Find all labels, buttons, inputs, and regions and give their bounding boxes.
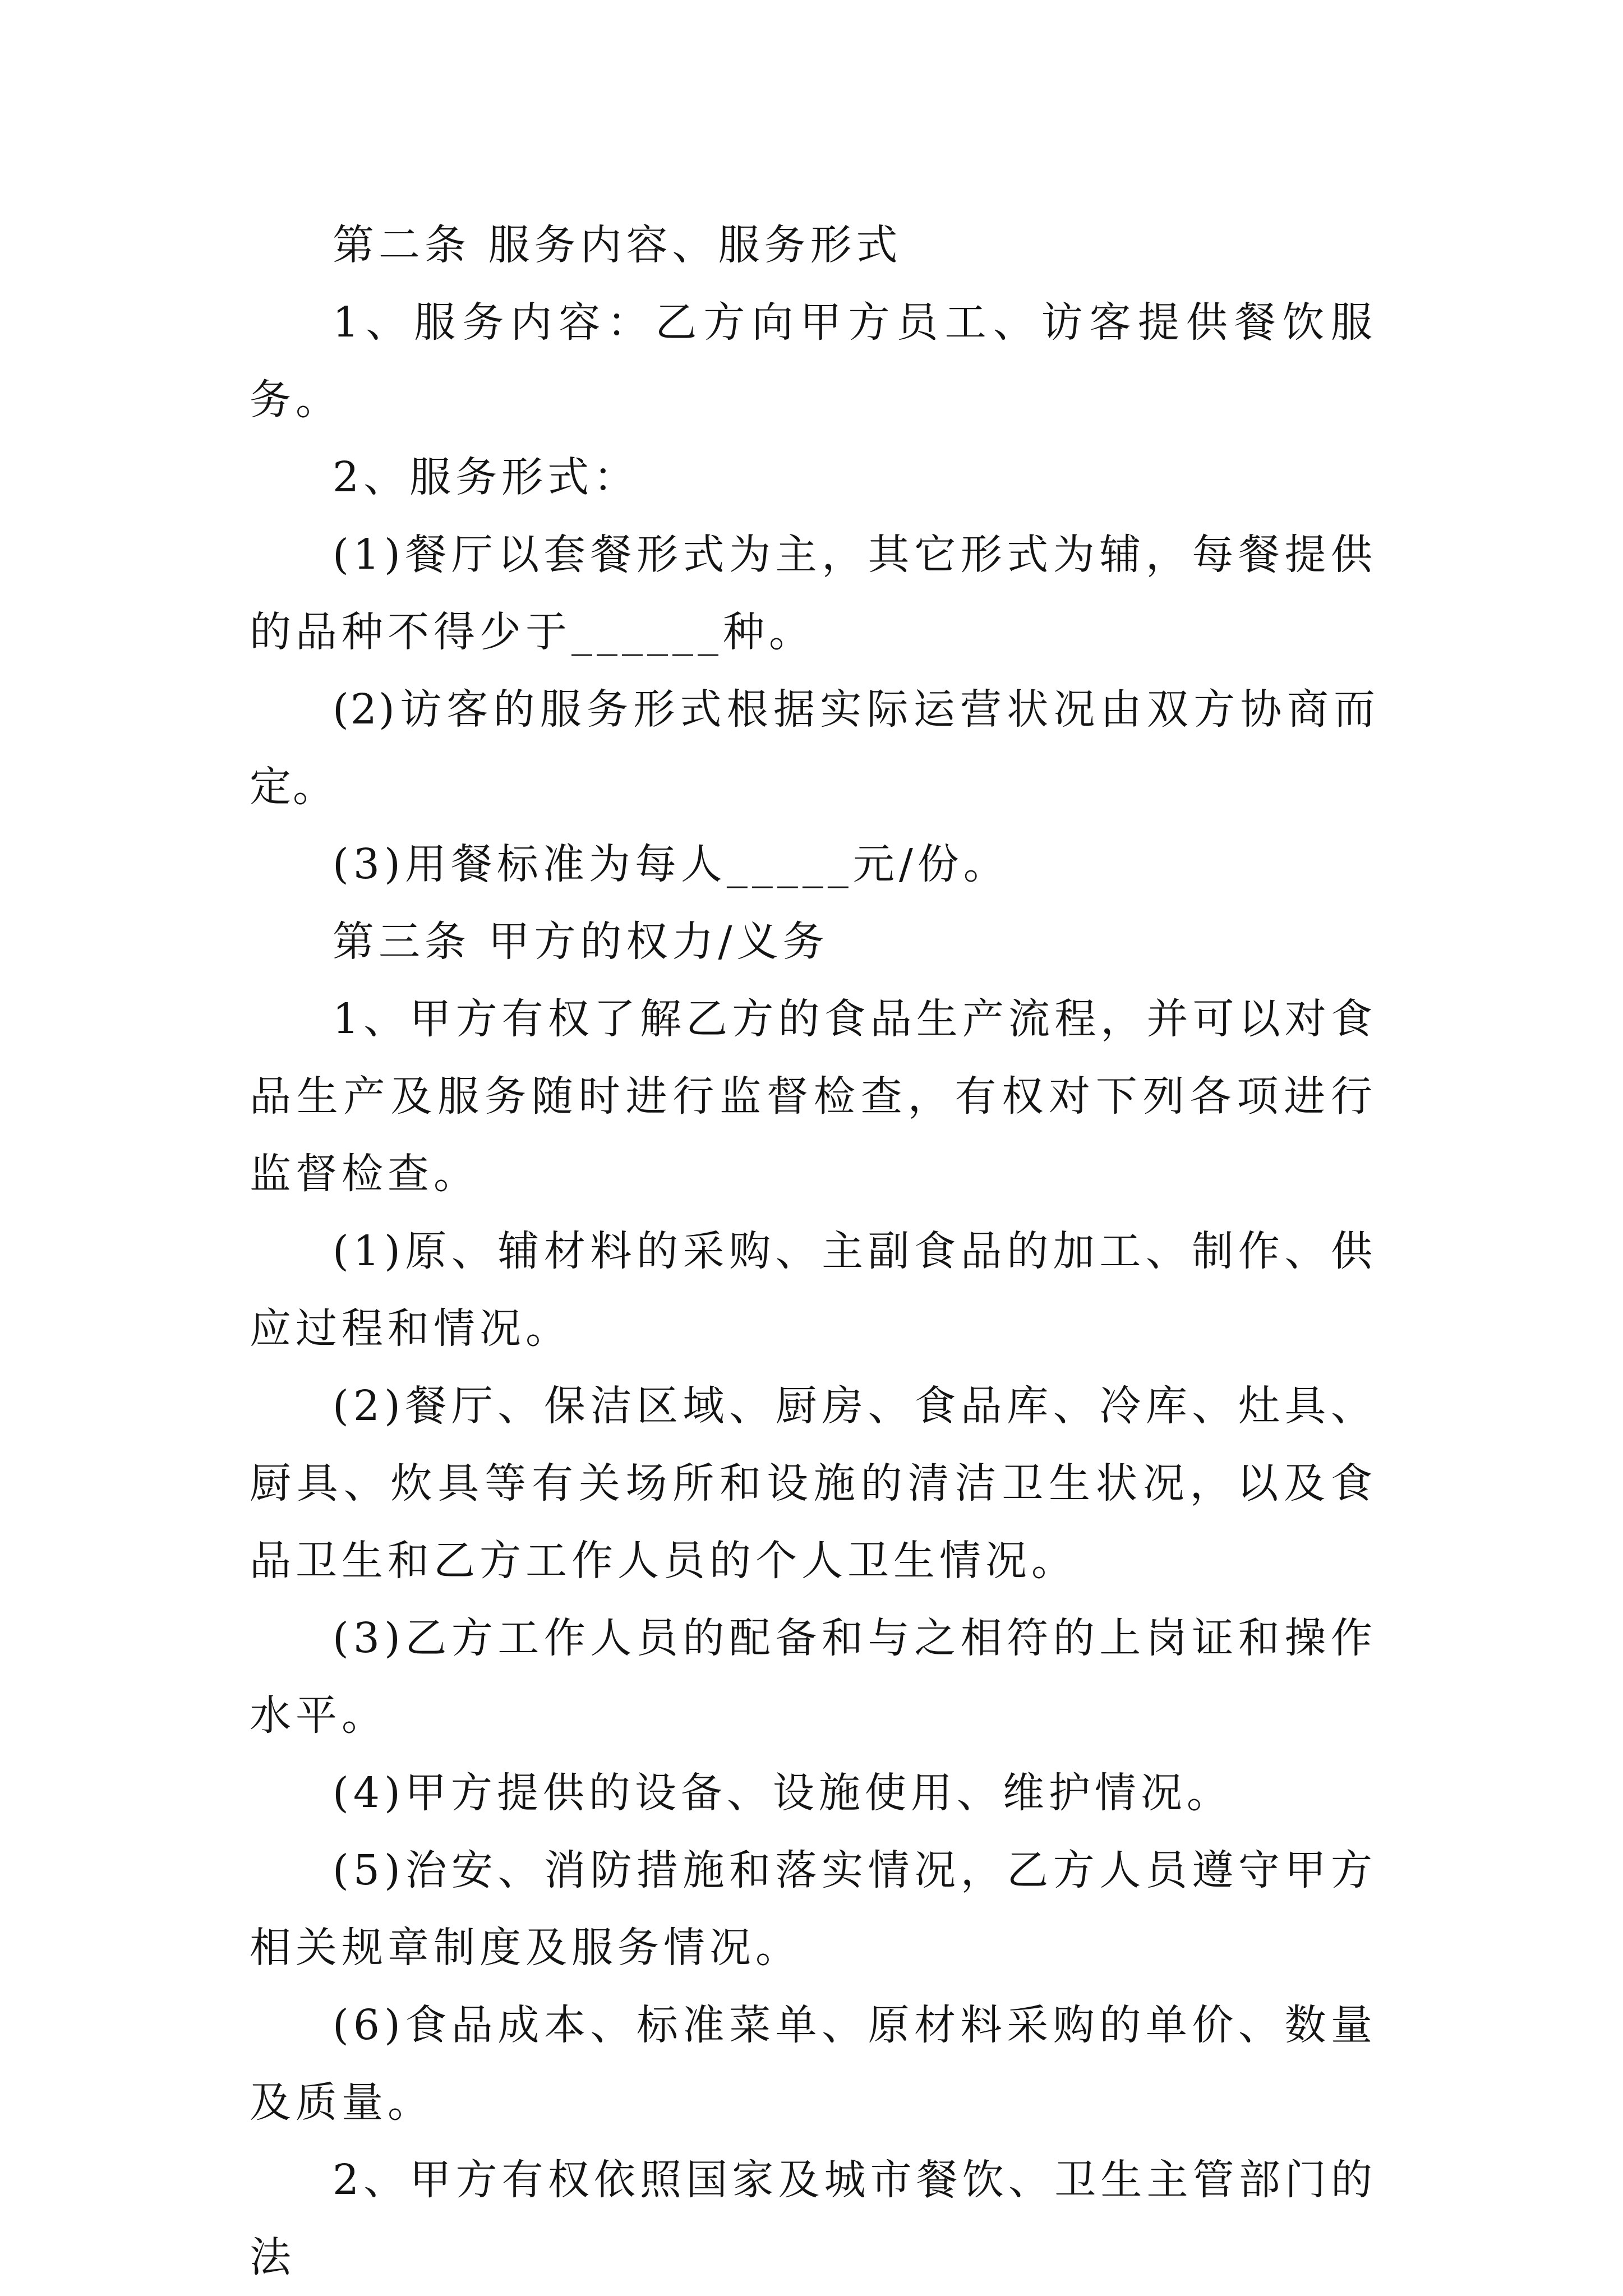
document-body <box>250 206 1377 2296</box>
document-page <box>250 0 1377 2295</box>
service-content-item: 1、服务内容：乙方向甲方员工、访客提供餐饮服务。 <box>250 298 1377 424</box>
party-a-right-2: 2、甲方有权依照国家及城市餐饮、卫生主管部门的法 <box>250 2156 1377 2281</box>
inspection-item-6: (6)食品成本、标准菜单、原材料采购的单价、数量及质量。 <box>250 2001 1377 2127</box>
article-2-heading: 第二条 服务内容、服务形式 <box>333 221 902 269</box>
inspection-item-4: (4)甲方提供的设备、设施使用、维护情况。 <box>333 1769 1233 1817</box>
service-form-clause-1: (1)餐厅以套餐形式为主，其它形式为辅，每餐提供的品种不得少于______种。 <box>250 531 1377 656</box>
inspection-item-5: (5)治安、消防措施和落实情况，乙方人员遵守甲方相关规章制度及服务情况。 <box>250 1846 1377 1972</box>
service-form-item: 2、服务形式： <box>333 453 640 501</box>
inspection-item-2: (2)餐厅、保洁区域、厨房、食品库、冷库、灶具、厨具、炊具等有关场所和设施的清洁卫生状况，以及食品卫生和乙方工作人员的个人卫生情况。 <box>250 1382 1377 1585</box>
service-form-clause-3: (3)用餐标准为每人_____元/份。 <box>333 840 1009 888</box>
article-3-heading: 第三条 甲方的权力/义务 <box>333 918 829 966</box>
inspection-item-1: (1)原、辅材料的采购、主副食品的加工、制作、供应过程和情况。 <box>250 1227 1377 1353</box>
party-a-right-1: 1、甲方有权了解乙方的食品生产流程，并可以对食品生产及服务随时进行监督检查，有权对下列各项进行监督检查。 <box>250 995 1377 1198</box>
inspection-item-3: (3)乙方工作人员的配备和与之相符的上岗证和操作水平。 <box>250 1614 1377 1740</box>
service-form-clause-2: (2)访客的服务形式根据实际运营状况由双方协商而定。 <box>250 685 1377 811</box>
